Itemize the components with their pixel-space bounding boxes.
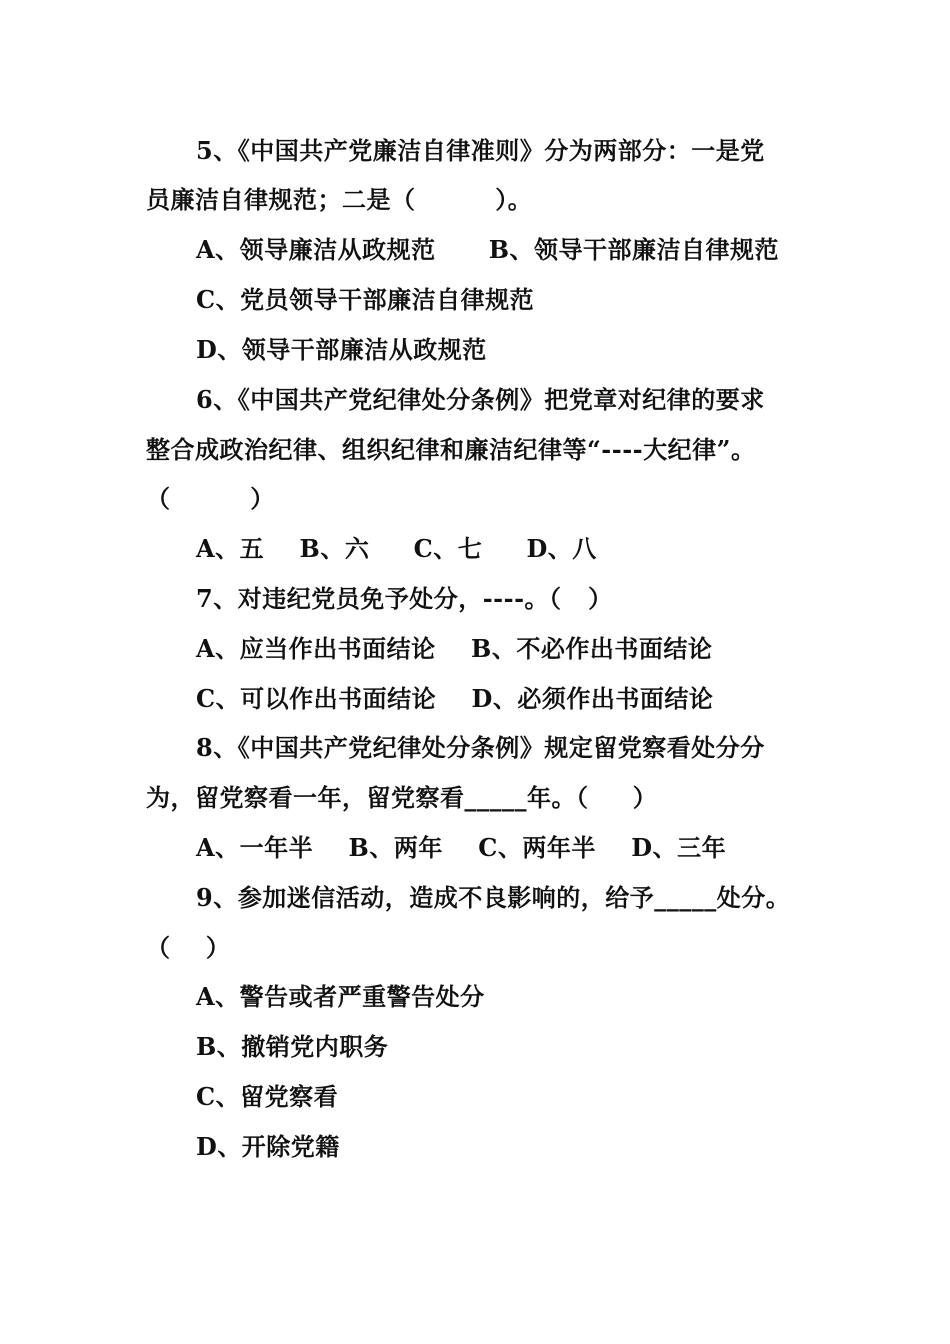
question-6-stem: 6、《中国共产党纪律处分条例》把党章对纪律的要求 xyxy=(196,385,765,414)
question-8-options: A、一年半 B、两年 C、两年半 D、三年 xyxy=(196,833,727,862)
question-8-stem-continued: 为，留党察看一年，留党察看_____年。（ ） xyxy=(146,783,658,812)
question-6-stem-continued: 整合成政治纪律、组织纪律和廉洁纪律等“----大纪律”。 xyxy=(146,435,756,464)
question-6-options: A、五 B、六 C、七 D、八 xyxy=(196,534,597,563)
question-7-options-ab: A、应当作出书面结论 B、不必作出书面结论 xyxy=(196,634,713,663)
question-7-options-cd: C、可以作出书面结论 D、必须作出书面结论 xyxy=(196,684,714,713)
question-9-option-d: D、开除党籍 xyxy=(196,1132,340,1161)
question-5-options-ab: A、领导廉洁从政规范 B、领导干部廉洁自律规范 xyxy=(196,235,780,264)
question-9-option-b: B、撤销党内职务 xyxy=(196,1032,389,1061)
question-9-answer-blank: （ ） xyxy=(146,933,231,962)
question-5-option-d: D、领导干部廉洁从政规范 xyxy=(196,335,487,364)
question-7-stem: 7、对违纪党员免予处分，----。（ ） xyxy=(196,584,613,613)
question-5-stem-continued: 员廉洁自律规范；二是（ ）。 xyxy=(146,185,533,214)
question-6-answer-blank: （ ） xyxy=(146,484,275,513)
question-5-stem: 5、《中国共产党廉洁自律准则》分为两部分：一是党 xyxy=(196,136,765,165)
question-8-stem: 8、《中国共产党纪律处分条例》规定留党察看处分分 xyxy=(196,733,765,762)
question-5-option-c: C、党员领导干部廉洁自律规范 xyxy=(196,285,535,314)
question-9-option-c: C、留党察看 xyxy=(196,1082,339,1111)
question-9-stem: 9、参加迷信活动，造成不良影响的，给予_____处分。 xyxy=(196,883,791,912)
question-9-option-a: A、警告或者严重警告处分 xyxy=(196,982,485,1011)
